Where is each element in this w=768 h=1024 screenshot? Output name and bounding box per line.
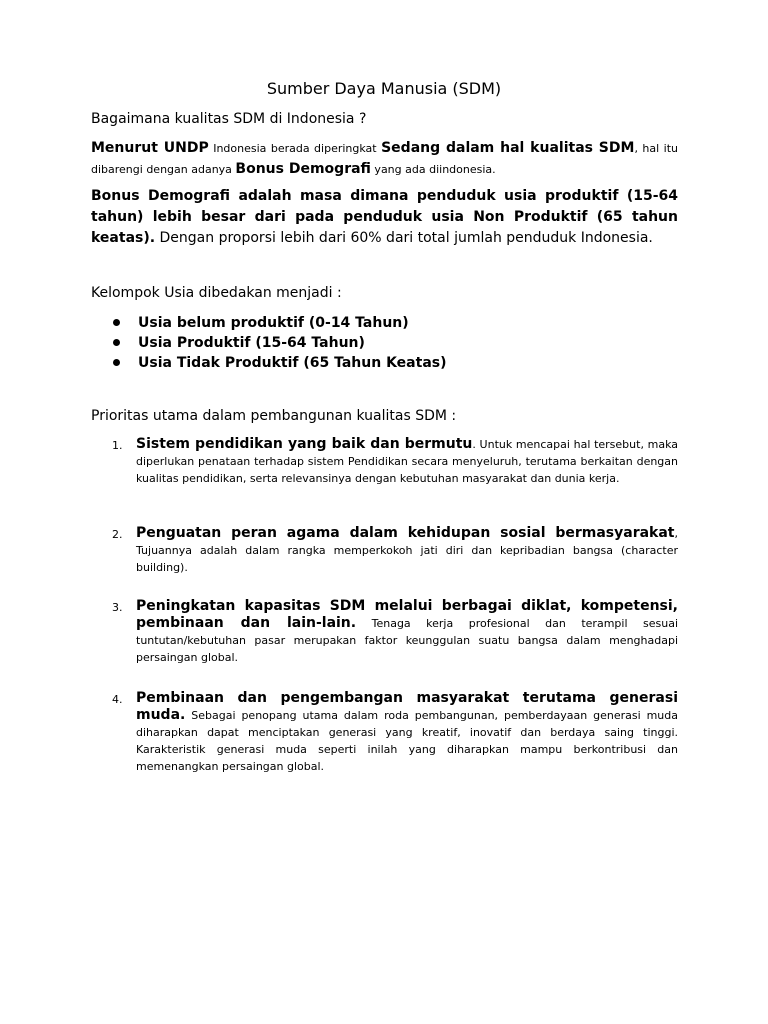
- prioritas-item: [108, 525, 678, 576]
- item-description: Tenaga kerja profesional dan terampil sesuai tuntutan/kebutuhan pasar merupakan faktor keunggulan suatu bangsa dalam menghadapi persaingan global.: [136, 617, 678, 664]
- bonus-definition: Bonus Demografi adalah masa dimana penduduk usia produktif (15-64 tahun) lebih besar dari pada penduduk usia Non Produktif (65 tahun keatas).: [91, 188, 678, 246]
- prioritas-item: [108, 436, 678, 487]
- list-item: [108, 313, 447, 333]
- item-number: 3.: [112, 601, 123, 614]
- document-title: Sumber Daya Manusia (SDM): [266, 79, 502, 98]
- undp-bonus-term: Bonus Demografi: [235, 161, 371, 177]
- item-content: [136, 525, 678, 576]
- bullet-icon: [113, 339, 120, 346]
- item-title: Sistem pendidikan yang baik dan bermutu: [136, 436, 473, 452]
- prioritas-item: [108, 598, 678, 666]
- undp-lead: Menurut UNDP: [91, 140, 209, 156]
- undp-text-3: yang ada diindonesia.: [370, 163, 496, 176]
- item-number: 4.: [112, 693, 123, 706]
- bullet-icon: [113, 359, 120, 366]
- bonus-proportion: Dengan proporsi lebih dari 60% dari total jumlah penduduk Indonesia.: [155, 230, 653, 246]
- list-item-label: Usia Produktif (15-64 Tahun): [138, 335, 365, 351]
- list-item: [108, 333, 447, 353]
- item-title: Penguatan peran agama dalam kehidupan sosial bermasyarakat: [136, 525, 675, 541]
- list-item-label: Usia belum produktif (0-14 Tahun): [138, 315, 409, 331]
- undp-paragraph: [91, 138, 678, 180]
- undp-text-1: Indonesia berada diperingkat: [208, 142, 382, 155]
- list-item-label: Usia Tidak Produktif (65 Tahun Keatas): [138, 355, 447, 371]
- item-content: [136, 690, 678, 775]
- prioritas-item: [108, 690, 678, 775]
- undp-text-2: , hal itu dibarengi dengan adanya: [91, 142, 678, 176]
- bullet-icon: [113, 319, 120, 326]
- item-description: , Tujuannya adalah dalam rangka memperkokoh jati diri dan kepribadian bangsa (character building).: [136, 527, 678, 574]
- prioritas-heading: Prioritas utama dalam pembangunan kualitas SDM :: [91, 408, 457, 424]
- item-content: [136, 598, 678, 666]
- item-description: . Untuk mencapai hal tersebut, maka diperlukan penataan terhadap sistem Pendidikan secara menyeluruh, terutama berkaitan dengan kualitas pendidikan, serta relevansinya dengan kebutuhan masyarakat dan dunia kerja.: [136, 438, 679, 485]
- item-description: Sebagai penopang utama dalam roda pembangunan, pemberdayaan generasi muda diharapkan dapat menciptakan generasi yang kreatif, inovatif dan berdaya saing tinggi. Karakteristik generasi muda seperti inilah yang diharapkan mampu berkontribusi dan memenangkan persaingan global.: [136, 709, 678, 773]
- kelompok-usia-list: [108, 313, 447, 373]
- question-heading: Bagaimana kualitas SDM di Indonesia ?: [91, 111, 367, 127]
- bonus-demografi-paragraph: [91, 186, 678, 249]
- item-content: [136, 436, 678, 487]
- list-item: [108, 353, 447, 373]
- item-number: 2.: [112, 528, 123, 541]
- item-number: 1.: [112, 439, 123, 452]
- item-title: Peningkatan kapasitas SDM melalui berbagai diklat, kompetensi, pembinaan dan lain-lain.: [136, 598, 678, 631]
- undp-rank: Sedang dalam hal kualitas SDM: [381, 140, 635, 156]
- item-title: Pembinaan dan pengembangan masyarakat terutama generasi muda.: [136, 690, 678, 723]
- kelompok-usia-heading: Kelompok Usia dibedakan menjadi :: [91, 285, 342, 301]
